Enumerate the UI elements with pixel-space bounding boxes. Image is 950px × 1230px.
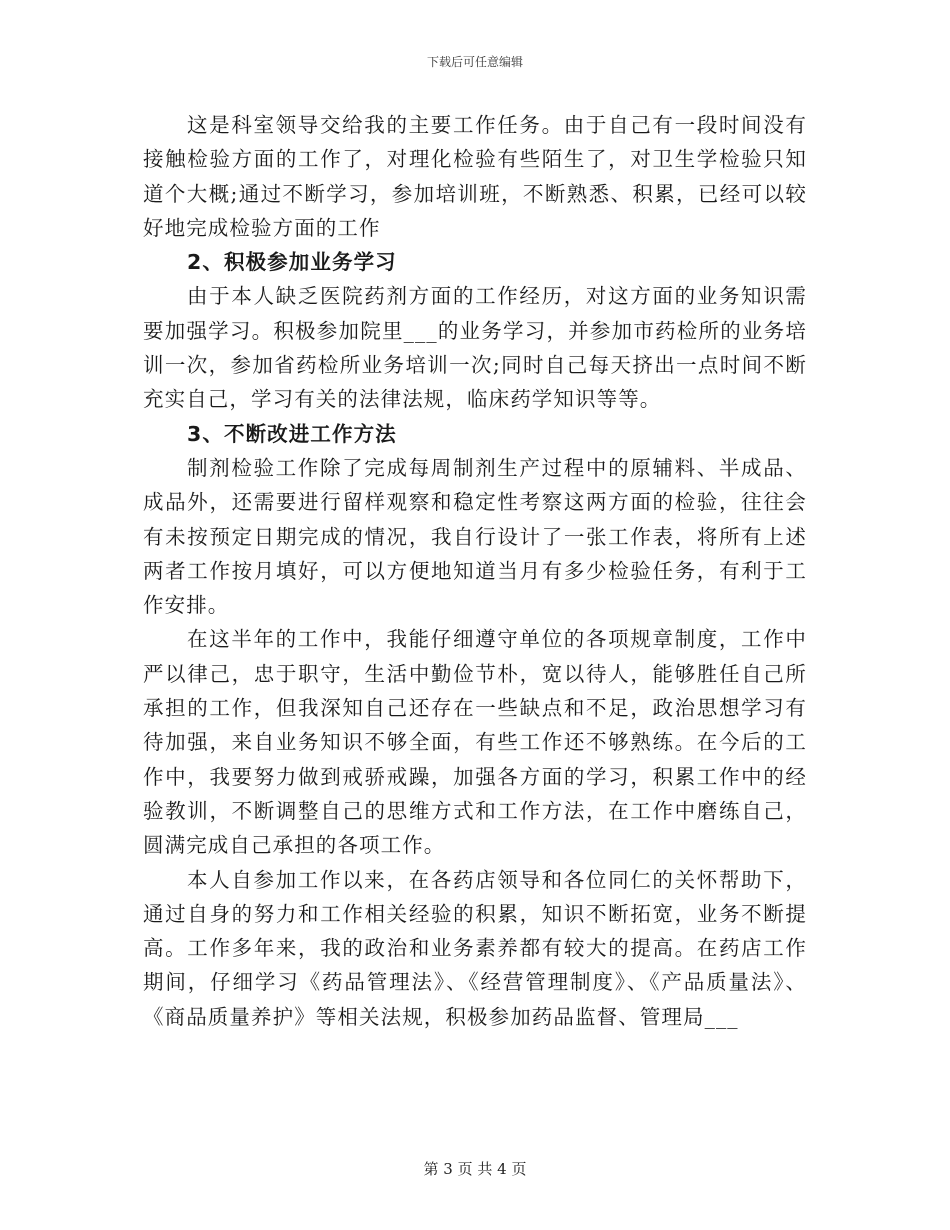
paragraph-pharmacy-experience: 本人自参加工作以来，在各药店领导和各位同仁的关怀帮助下，通过自身的努力和工作相关经验的积累，知识不断拓宽，业务不断提高。工作多年来，我的政治和业务素养都有较大的提高。在药店工作期间，仔细学习《药品管理法》、《经营管理制度》、《产品质量法》、《商品质量养护》等相关法规，积极参加药品监督、管理局___ [143, 867, 807, 1029]
paragraph-half-year-summary: 在这半年的工作中，我能仔细遵守单位的各项规章制度，工作中严以律己，忠于职守，生活中勤俭节朴，宽以待人，能够胜任自己所承担的工作，但我深知自己还存在一些缺点和不足，政治思想学习有待加强，来自业务知识不够全面，有些工作还不够熟练。在今后的工作中，我要努力做到戒骄戒躁，加强各方面的学习，积累工作中的经验教训，不断调整自己的思维方式和工作方法，在工作中磨练自己，圆满完成自己承担的各项工作。 [143, 627, 807, 858]
document-body [143, 108, 807, 1034]
section-heading-study: 2、积极参加业务学习 [187, 250, 397, 275]
page-number-footer: 第 3 页 共 4 页 [423, 1160, 527, 1178]
paragraph-inspection-tasks: 这是科室领导交给我的主要工作任务。由于自己有一段时间没有接触检验方面的工作了，对理化检验有些陌生了，对卫生学检验只知道个大概;通过不断学习，参加培训班，不断熟悉、积累，已经可以较好地完成检验方面的工作 [143, 113, 807, 240]
section-heading-methods: 3、不断改进工作方法 [187, 421, 397, 446]
paragraph-business-study: 由于本人缺乏医院药剂方面的工作经历，对这方面的业务知识需要加强学习。积极参加院里___的业务学习，并参加市药检所的业务培训一次，参加省药检所业务培训一次;同时自己每天挤出一点时间不断充实自己，学习有关的法律法规，临床药学知识等等。 [143, 284, 807, 412]
paragraph-work-methods: 制剂检验工作除了完成每周制剂生产过程中的原辅料、半成品、成品外，还需要进行留样观察和稳定性考察这两方面的检验，往往会有未按预定日期完成的情况，我自行设计了一张工作表，将所有上述两者工作按月填好，可以方便地知道当月有多少检验任务，有利于工作安排。 [143, 455, 807, 618]
page-header-note: 下载后可任意编辑 [426, 55, 523, 69]
